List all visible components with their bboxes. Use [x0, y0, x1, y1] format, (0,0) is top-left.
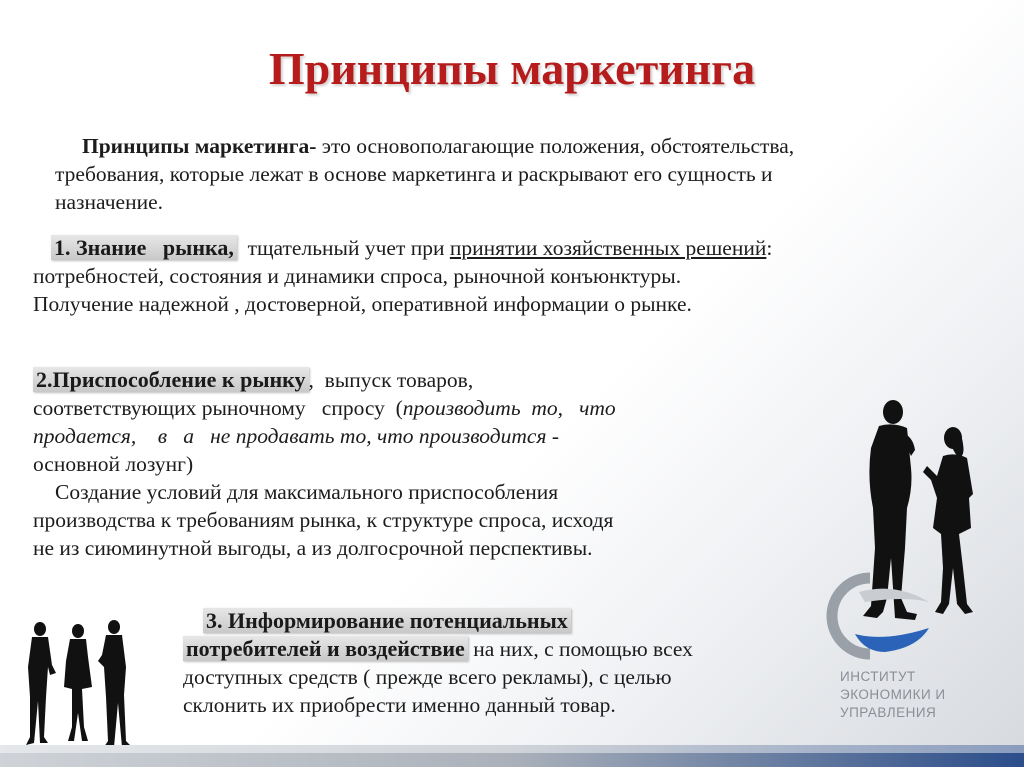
bottom-decorative-bar — [0, 745, 1024, 767]
principle-2-line-2-italic: производить то, что — [402, 396, 616, 420]
institute-logo — [825, 572, 1015, 720]
principle-1 — [33, 234, 993, 318]
logo-mark-icon — [825, 572, 935, 662]
principle-1-underlined: принятии хозяйственных решений — [449, 236, 767, 260]
slide-title: Принципы маркетинга — [268, 43, 756, 94]
principle-3 — [183, 607, 823, 719]
intro-line-3: назначение. — [55, 190, 164, 214]
principle-2 — [33, 366, 793, 562]
principle-1-line-3: Получение надежной , достоверной, оперативной информации о рынке. — [33, 292, 692, 316]
principle-1-text-a: тщательный учет при — [236, 236, 450, 260]
intro-line1-rest: это основополагающие положения, обстоятельства, — [316, 134, 795, 158]
principle-1-line-2: потребностей, состояния и динамики спроса, рыночной конъюнктуры. — [33, 264, 682, 288]
principle-2-line-6: производства к требованиям рынка, к структуре спроса, исходя — [33, 508, 614, 532]
principle-3-heading-2: потребителей и воздействие — [183, 636, 468, 661]
intro-lead: Принципы маркетинга- — [82, 134, 317, 158]
principle-1-line-1 — [33, 234, 993, 262]
principle-2-line-5: Создание условий для максимального приспособления — [55, 480, 559, 504]
principle-3-line-2 — [183, 635, 823, 663]
principle-2-line-4: основной лозунг) — [33, 452, 194, 476]
principle-2-line-7: не из сиюминутной выгоды, а из долгосрочной перспективы. — [33, 536, 593, 560]
principle-2-line-3b: - — [546, 424, 559, 448]
principle-2-text-a: , выпуск товаров, — [308, 368, 474, 392]
principle-2-line-3-italic: продается, в а не продавать то, что производится — [33, 424, 547, 448]
principle-3-heading-1: 3. Информирование потенциальных — [203, 608, 571, 633]
business-people-silhouette-left — [20, 617, 135, 752]
principle-3-line-3: доступных средств ( прежде всего рекламы), с целью — [183, 665, 672, 689]
principle-3-text-a: на них, с помощью всех — [467, 637, 693, 661]
intro-line-2: требования, которые лежат в основе маркетинга и раскрывают его сущность и — [55, 162, 773, 186]
logo-text-line-1: ИНСТИТУТ — [840, 669, 916, 684]
principle-2-line-2 — [33, 394, 793, 422]
principle-2-line-3 — [33, 422, 793, 450]
intro-paragraph — [55, 132, 955, 216]
logo-text-line-2: ЭКОНОМИКИ И УПРАВЛЕНИЯ — [840, 687, 946, 720]
principle-2-line-2a: соответствующих рыночному спросу ( — [33, 396, 403, 420]
principle-3-line-4: склонить их приобрести именно данный товар. — [183, 693, 616, 717]
logo-text — [840, 668, 1015, 722]
principle-3-line-1 — [183, 607, 823, 635]
principle-2-line-1 — [33, 366, 793, 394]
intro-line-1 — [55, 132, 955, 160]
principle-1-text-b: : — [766, 236, 773, 260]
principle-2-heading: 2.Приспособление к рынку — [33, 367, 309, 392]
principle-1-heading: 1. Знание рынка, — [51, 235, 237, 260]
